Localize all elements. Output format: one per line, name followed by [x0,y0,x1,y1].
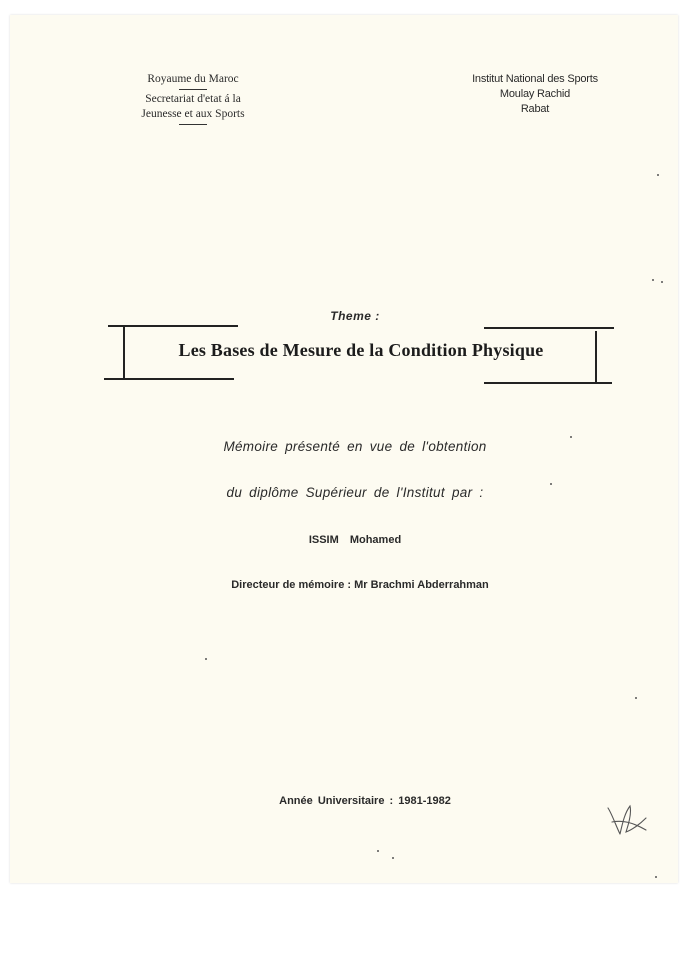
institute-header [450,72,620,117]
title-frame-top-right [484,327,614,329]
ministry-line-1: Royaume du Maroc [147,73,239,85]
title-frame-top-left [108,325,238,327]
subtitle-line-1: Mémoire présenté en vue de l'obtention [223,439,487,454]
scan-speck [661,281,663,283]
scan-speck [392,857,394,859]
thesis-director: Directeur de mémoire : Mr Brachmi Abderrahman [231,579,489,591]
scan-speck [550,483,552,485]
scan-speck [635,697,637,699]
academic-year: Année Universitaire : 1981-1982 [279,795,451,807]
header-divider [179,124,207,125]
ministry-line-3: Jeunesse et aux Sports [141,108,245,120]
ministry-header [118,72,268,127]
title-frame-left [123,327,125,379]
scan-speck [377,850,379,852]
subtitle-line-2: du diplôme Supérieur de l'Institut par : [226,485,484,500]
title-frame-bottom-left [104,378,234,380]
author-name: ISSIM Mohamed [308,534,402,546]
title-frame-bottom-right [484,382,612,384]
institute-line-3: Rabat [520,103,550,115]
header-divider [179,89,207,90]
theme-label: Theme : [330,309,380,323]
scan-speck [657,174,659,176]
scan-speck [655,876,657,878]
handwritten-signature-icon [602,800,650,845]
institute-line-2: Moulay Rachid [499,88,571,100]
scan-speck [205,658,207,660]
scan-speck [652,279,654,281]
ministry-line-2: Secretariat d'etat á la [145,93,241,105]
thesis-title: Les Bases de Mesure de la Condition Physique [178,340,544,360]
institute-line-1: Institut National des Sports [472,73,598,85]
scan-speck [570,436,572,438]
